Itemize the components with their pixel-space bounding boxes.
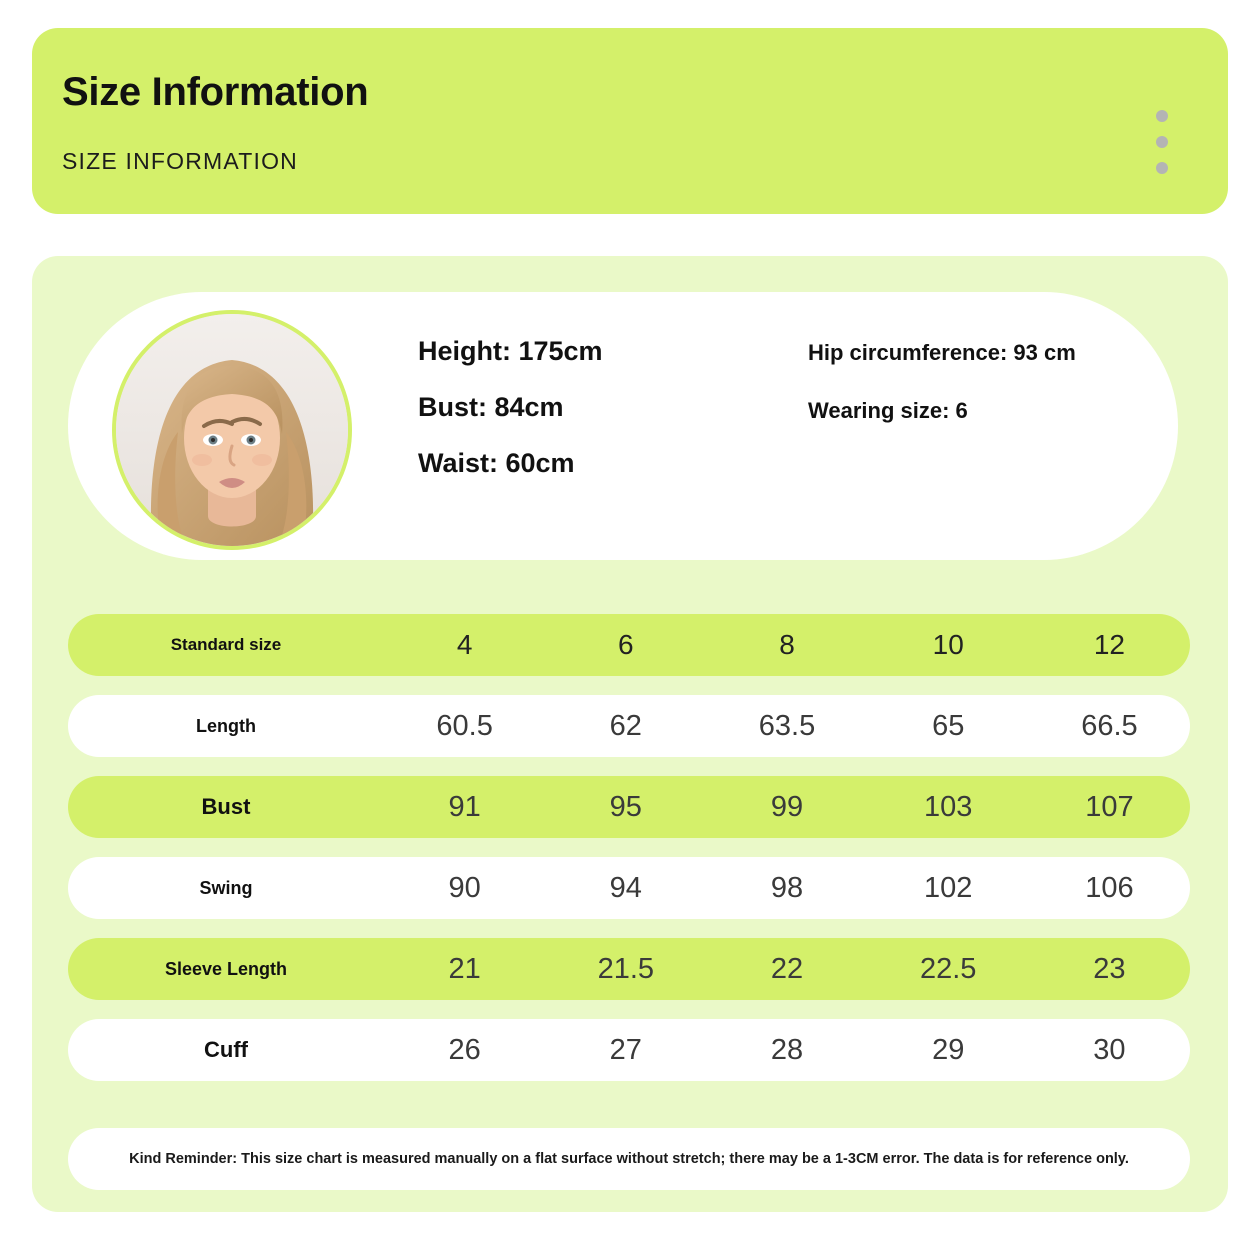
size-table xyxy=(68,614,1190,1100)
table-header-size-2: 6 xyxy=(618,629,634,660)
cell-swing-10: 102 xyxy=(924,871,973,904)
cell-swing-6: 94 xyxy=(609,871,642,904)
cell-sleeve-4: 21 xyxy=(448,952,481,985)
cell-bust-10: 103 xyxy=(924,790,973,823)
model-specs xyxy=(418,336,1158,526)
dot-1 xyxy=(1156,110,1168,122)
avatar xyxy=(112,310,352,550)
cell-sleeve-8: 22 xyxy=(770,952,804,985)
table-header-size-3: 8 xyxy=(779,629,795,660)
cell-sleeve-6: 21.5 xyxy=(597,952,655,985)
more-vertical-icon[interactable] xyxy=(1156,110,1168,174)
model-spec-card xyxy=(68,292,1178,560)
reminder-note-text: Kind Reminder: This size chart is measured manually on a flat surface without stretch; there may be a 1-3CM error. The data is for reference only. xyxy=(129,1151,1129,1167)
row-label-length: Length xyxy=(196,715,256,736)
cell-sleeve-12: 23 xyxy=(1093,952,1126,985)
table-header-label: Standard size xyxy=(170,635,282,654)
cell-cuff-4: 26 xyxy=(448,1033,481,1066)
row-label-sleeve-length: Sleeve Length xyxy=(164,958,288,979)
table-row xyxy=(68,938,1190,1000)
cell-length-8: 63.5 xyxy=(758,709,816,742)
cell-swing-8: 98 xyxy=(770,871,804,904)
row-label-swing: Swing xyxy=(199,877,253,898)
model-specs-left xyxy=(418,336,603,504)
page-title: Size Information xyxy=(62,70,369,114)
cell-bust-4: 91 xyxy=(448,790,481,823)
reminder-note xyxy=(68,1128,1190,1190)
table-row xyxy=(68,695,1190,757)
spec-height: Height: 175cm xyxy=(418,336,603,366)
dot-3 xyxy=(1156,162,1168,174)
cell-length-12: 66.5 xyxy=(1081,709,1138,742)
spec-waist: Waist: 60cm xyxy=(418,448,575,478)
page-subtitle: SIZE INFORMATION xyxy=(62,148,298,174)
model-portrait-illustration xyxy=(116,314,348,546)
cell-bust-12: 107 xyxy=(1085,790,1134,823)
cell-cuff-8: 28 xyxy=(770,1033,804,1066)
cell-swing-4: 90 xyxy=(448,871,481,904)
row-label-cuff: Cuff xyxy=(204,1037,248,1062)
cell-cuff-12: 30 xyxy=(1093,1033,1126,1066)
row-label-bust: Bust xyxy=(201,794,251,819)
table-header-size-4: 10 xyxy=(932,629,964,660)
table-header-row xyxy=(68,614,1190,676)
model-specs-right xyxy=(808,340,1076,456)
spec-hip: Hip circumference: 93 cm xyxy=(808,340,1076,365)
page-header xyxy=(32,28,1228,214)
cell-swing-12: 106 xyxy=(1085,871,1134,904)
table-row xyxy=(68,776,1190,838)
cell-bust-6: 95 xyxy=(609,790,642,823)
table-header-size-5: 12 xyxy=(1093,629,1125,660)
table-row xyxy=(68,857,1190,919)
cell-length-6: 62 xyxy=(609,709,642,742)
cell-cuff-10: 29 xyxy=(932,1033,965,1066)
cell-length-10: 65 xyxy=(932,709,965,742)
spec-bust: Bust: 84cm xyxy=(418,392,564,422)
table-header-size-1: 4 xyxy=(456,629,473,660)
table-row xyxy=(68,1019,1190,1081)
spec-wearing-size: Wearing size: 6 xyxy=(808,398,968,423)
size-info-panel xyxy=(32,256,1228,1212)
dot-2 xyxy=(1156,136,1168,148)
cell-cuff-6: 27 xyxy=(609,1033,642,1066)
cell-length-4: 60.5 xyxy=(436,709,493,742)
cell-bust-8: 99 xyxy=(770,790,804,823)
cell-sleeve-10: 22.5 xyxy=(919,952,977,985)
